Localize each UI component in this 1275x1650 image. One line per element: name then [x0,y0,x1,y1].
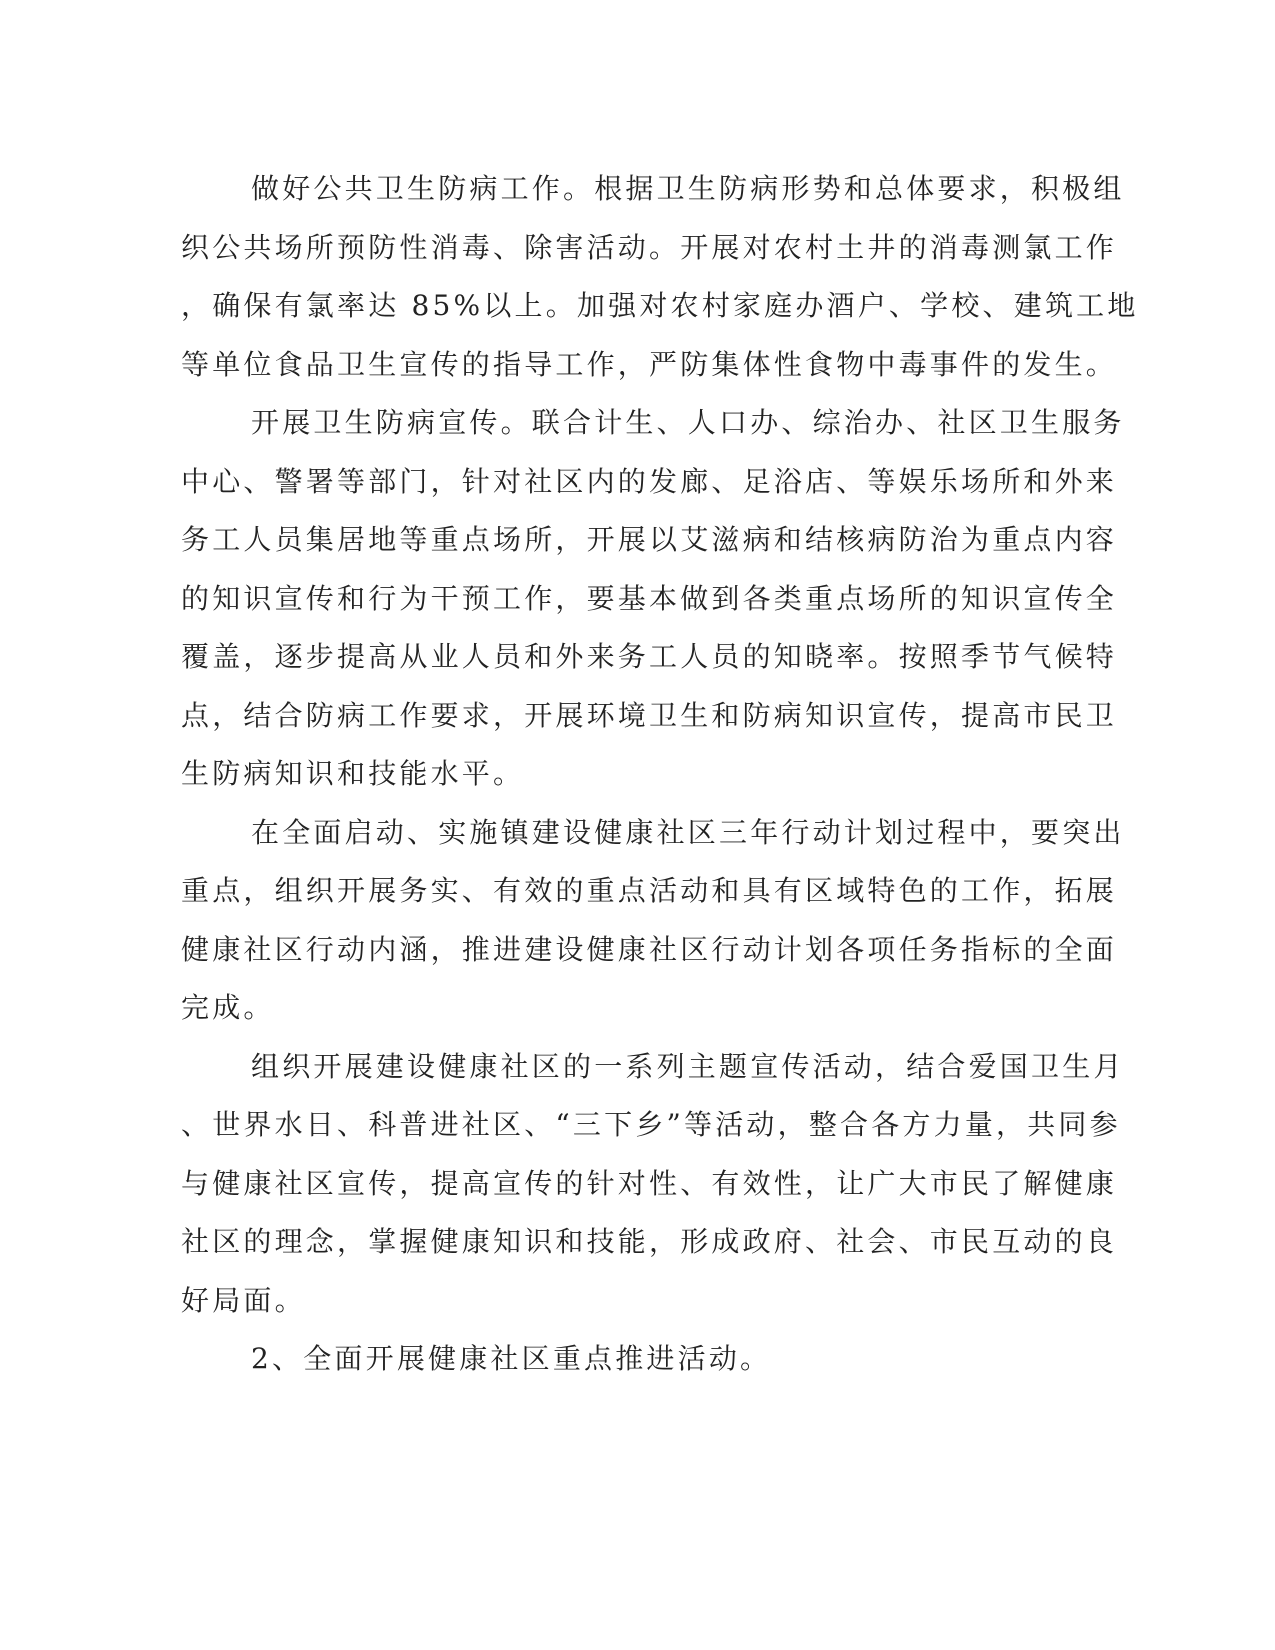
text-line: 中心、警署等部门，针对社区内的发廊、足浴店、等娱乐场所和外来 [181,464,1118,498]
text-line: 与健康社区宣传，提高宣传的针对性、有效性，让广大市民了解健康 [181,1166,1118,1200]
text-line: 重点，组织开展务实、有效的重点活动和具有区域特色的工作，拓展 [181,874,1118,907]
text-line: 点，结合防病工作要求，开展环境卫生和防病知识宣传，提高市民卫 [181,698,1118,732]
para-theme-publicity [181,1038,1125,1331]
text-line: 好局面。 [181,1283,306,1317]
para-section-heading [181,1330,1031,1389]
text-line: 开展卫生防病宣传。联合计生、人口办、综治办、社区卫生服务 [251,406,1125,439]
text-line: 、世界水日、科普进社区、“三下乡”等活动，整合各方力量，共同参 [181,1108,1121,1141]
text-line: ，确保有氯率达 85%以上。加强对农村家庭办酒户、学校、建筑工地 [181,289,1139,322]
para-three-year-plan [181,804,1125,1038]
text-line: 的知识宣传和行为干预工作，要基本做到各类重点场所的知识宣传全 [181,581,1118,615]
para-disease-prevention-publicity [181,394,1125,804]
text-line: 织公共场所预防性消毒、除害活动。开展对农村土井的消毒测氯工作 [181,230,1118,264]
para-public-health [181,160,1139,394]
text-line: 做好公共卫生防病工作。根据卫生防病形势和总体要求，积极组 [251,172,1125,205]
text-line: 生防病知识和技能水平。 [181,757,525,790]
text-line: 组织开展建设健康社区的一系列主题宣传活动，结合爱国卫生月 [251,1049,1125,1083]
text-line: 等单位食品卫生宣传的指导工作，严防集体性食物中毒事件的发生。 [181,347,1118,381]
text-line: 健康社区行动内涵，推进建设健康社区行动计划各项任务指标的全面 [181,932,1118,966]
text-line: 在全面启动、实施镇建设健康社区三年行动计划过程中，要突出 [251,815,1125,849]
text-line: 覆盖，逐步提高从业人员和外来务工人员的知晓率。按照季节气候特 [181,640,1118,673]
text-line: 务工人员集居地等重点场所，开展以艾滋病和结核病防治为重点内容 [181,523,1118,556]
document-body [181,160,1139,1389]
text-line: 社区的理念，掌握健康知识和技能，形成政府、社会、市民互动的良 [181,1225,1118,1258]
text-line: 完成。 [181,991,275,1024]
section-heading: 2、全面开展健康社区重点推进活动。 [251,1342,772,1375]
